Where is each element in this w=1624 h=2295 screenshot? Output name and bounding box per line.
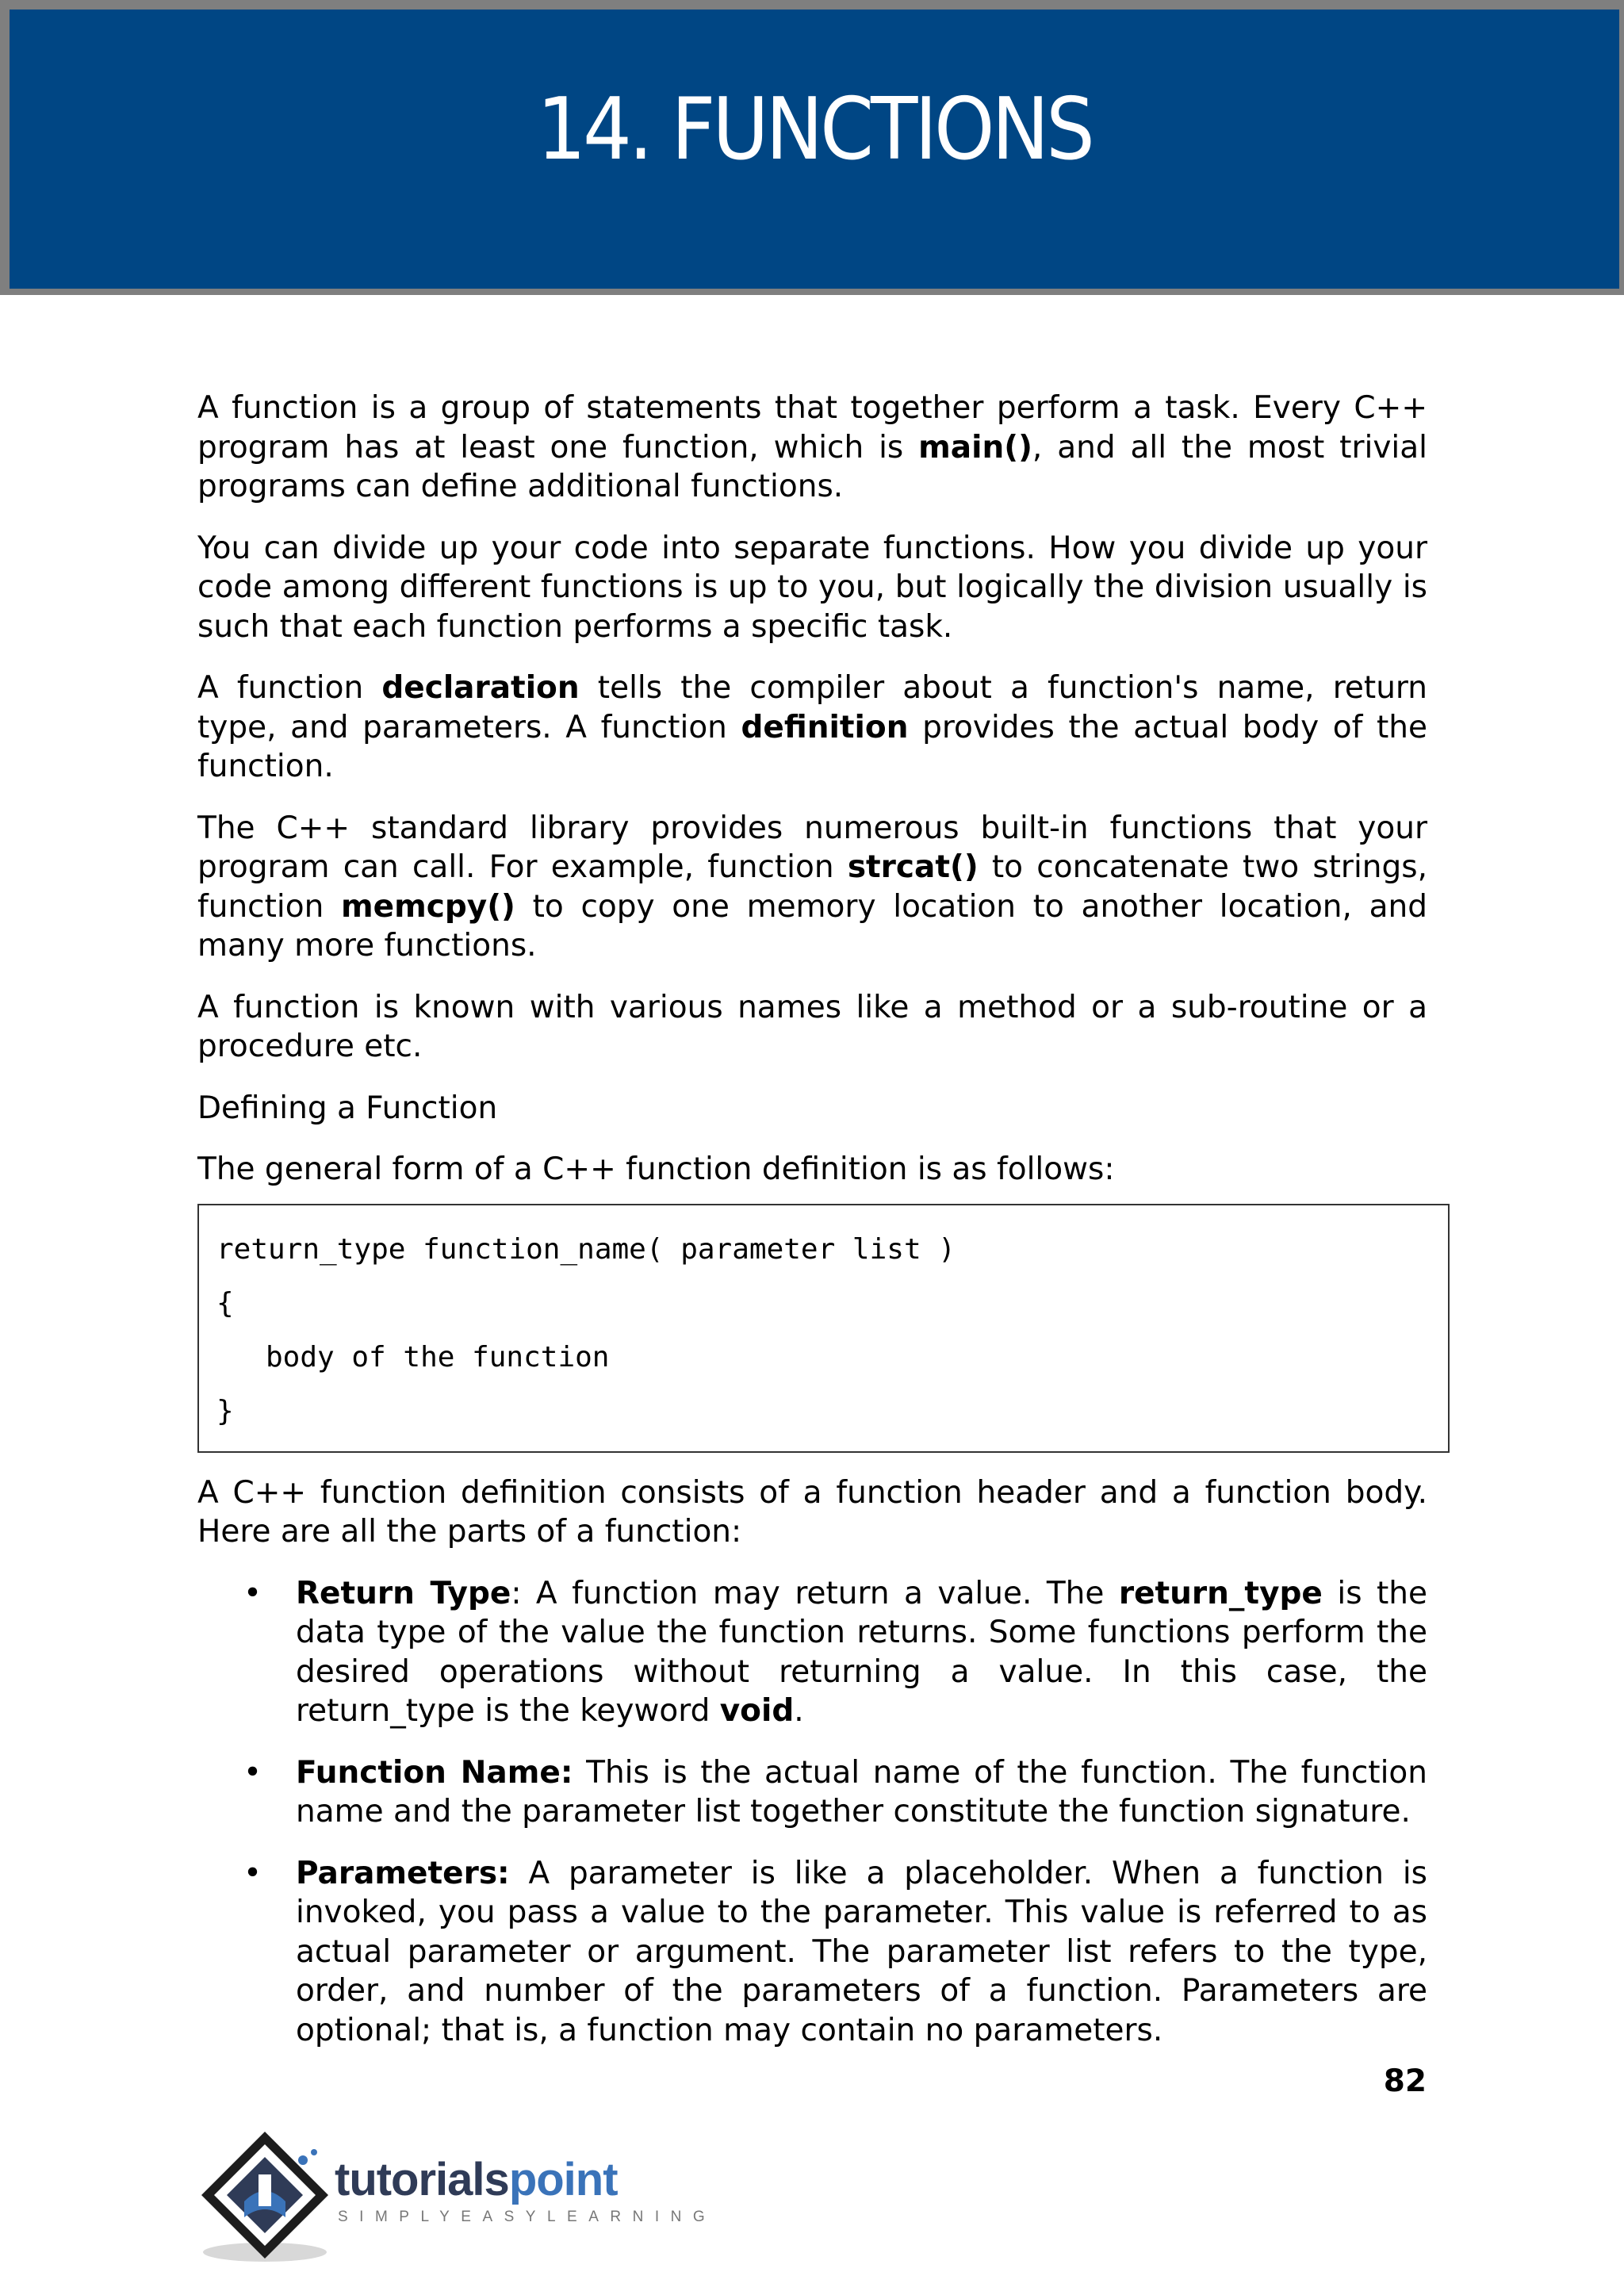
tutorialspoint-logo: [195, 2125, 717, 2268]
list-term: Return Type: [296, 1575, 511, 1611]
page-content: [197, 389, 1427, 2072]
list-item: • Function Name: This is the actual name of the function. The function name and the parameter list together constitute the function signature.: [243, 1754, 1427, 1829]
paragraph-standard-library: The C++ standard library provides numerous built-in functions that your program can call. For example, function strcat() to concatenate two strings, function memcpy() to copy one memory location to another location, and many more functions.: [197, 810, 1427, 964]
term-definition: definition: [741, 709, 909, 745]
code-block: [197, 1204, 1450, 1453]
code-line: return_type function_name( parameter list ): [216, 1232, 956, 1266]
list-item: • Parameters: A parameter is like a placeholder. When a function is invoked, you pass a value to the parameter. This value is referred to as actual parameter or argument. The parameter list refers to the type, order, and number of the parameters of a function. Parameters are optional; that is, a function may contain no parameters.: [243, 1855, 1427, 2048]
bullet-icon: •: [243, 1754, 262, 1791]
parts-list: [197, 1574, 1427, 2051]
paragraph-names: A function is known with various names like a method or a sub-routine or a procedure etc.: [197, 989, 1427, 1064]
list-term: Function Name:: [296, 1754, 573, 1791]
code-line: }: [216, 1394, 234, 1427]
paragraph-divide: You can divide up your code into separate functions. How you divide up your code among different functions is up to you, but logically the division usually is such that each function performs a specific task.: [197, 530, 1427, 645]
paragraph-declaration: A function declaration tells the compiler about a function's name, return type, and parameters. A function definition provides the actual body of the function.: [197, 670, 1427, 784]
keyword-strcat: strcat(): [847, 849, 979, 885]
logo-tagline: SIMPLYEASYLEARNING: [338, 2209, 717, 2225]
code-line: body of the function: [266, 1340, 610, 1374]
bullet-icon: •: [243, 1855, 262, 1891]
logo-wordmark: tutorialspoint: [335, 2154, 618, 2205]
page-number: 82: [1383, 2063, 1427, 2099]
paragraph-parts: A C++ function definition consists of a function header and a function body. Here are all the parts of a function:: [197, 1474, 1427, 1550]
keyword-main: main(): [918, 429, 1032, 466]
keyword-memcpy: memcpy(): [341, 888, 515, 925]
logo-diamond-icon: [195, 2125, 338, 2268]
section-heading: Defining a Function: [197, 1090, 498, 1126]
bullet-icon: •: [243, 1575, 262, 1611]
term-declaration: declaration: [381, 670, 580, 706]
paragraph-intro: A function is a group of statements that together perform a task. Every C++ program has at least one function, which is main(), and all the most trivial programs can define additional functions.: [197, 390, 1427, 504]
chapter-title: 14. FUNCTIONS: [537, 80, 1092, 179]
chapter-header: [0, 0, 1624, 295]
list-item: • Return Type: A function may return a value. The return_type is the data type of the value the function returns. Some functions perform the desired operations without returning a value. In this case, the return_type is the keyword void.: [243, 1575, 1427, 1729]
list-term: Parameters:: [296, 1855, 510, 1891]
code-line: {: [216, 1286, 234, 1320]
paragraph-general-form: The general form of a C++ function definition is as follows:: [197, 1151, 1115, 1187]
